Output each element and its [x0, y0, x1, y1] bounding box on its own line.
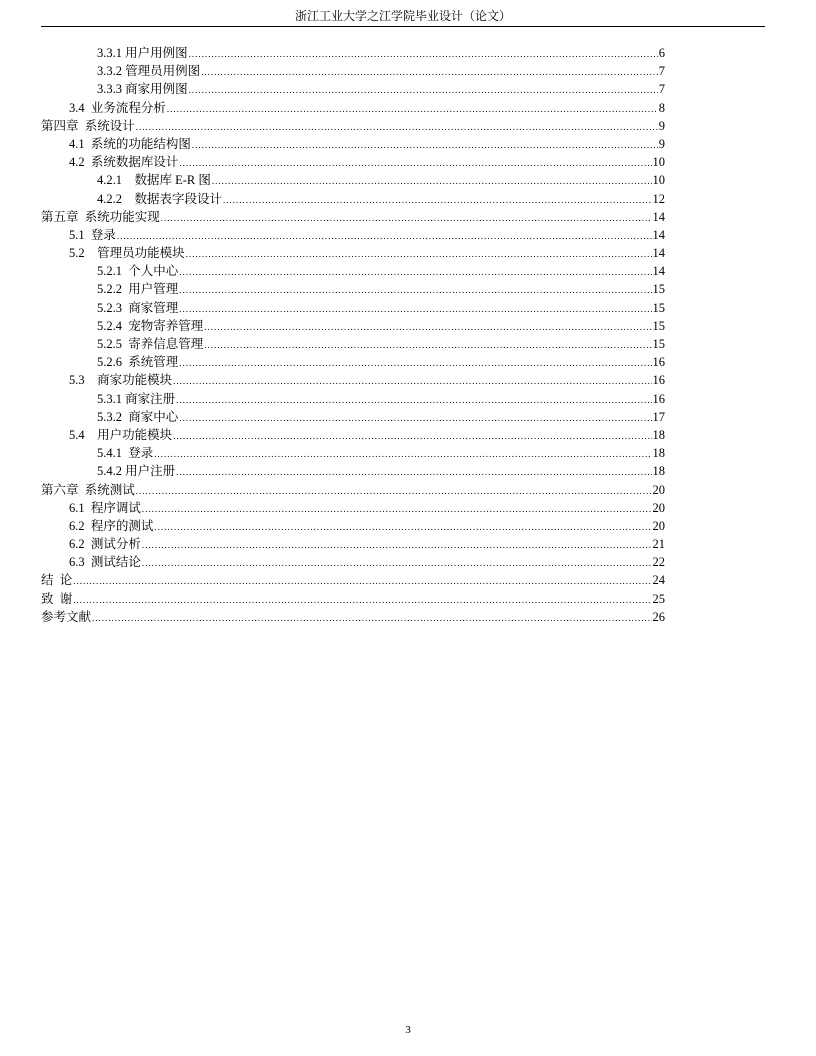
- toc-dot-leader: [154, 445, 651, 463]
- toc-entry-title: 5.3.1 商家注册: [97, 391, 176, 406]
- toc-entry-title: 3.4 业务流程分析: [69, 100, 166, 115]
- toc-entry[interactable]: [41, 44, 665, 62]
- toc-entry-page: 10: [652, 173, 665, 188]
- toc-dot-leader: [92, 609, 651, 627]
- toc-dot-leader: [192, 136, 658, 154]
- toc-entry-page: 6: [658, 46, 665, 60]
- toc-entry[interactable]: [41, 408, 665, 426]
- toc-entry[interactable]: [41, 280, 665, 298]
- toc-entry-title: 6.2 程序的测试: [69, 518, 154, 533]
- toc-entry-title: 5.4.2 用户注册: [97, 464, 176, 479]
- toc-entry-page: 18: [652, 446, 665, 461]
- toc-entry-page: 25: [652, 591, 665, 606]
- toc-entry[interactable]: [41, 171, 665, 189]
- toc-entry-page: 15: [652, 318, 665, 333]
- toc-entry[interactable]: [41, 208, 665, 226]
- toc-dot-leader: [176, 391, 651, 409]
- toc-dot-leader: [142, 554, 652, 572]
- toc-entry-title: 第五章 系统功能实现: [41, 209, 160, 224]
- toc-dot-leader: [179, 281, 651, 299]
- toc-entry[interactable]: [41, 99, 665, 117]
- toc-entry[interactable]: [41, 444, 665, 462]
- toc-entry[interactable]: [41, 571, 665, 589]
- toc-entry-page: 18: [652, 464, 665, 479]
- toc-entry[interactable]: [41, 80, 665, 98]
- toc-entry[interactable]: [41, 153, 665, 171]
- toc-entry-page: 20: [652, 482, 665, 497]
- toc-dot-leader: [142, 536, 652, 554]
- toc-entry-page: 17: [652, 409, 665, 424]
- toc-entry-title: 5.2.6 系统管理: [97, 355, 179, 370]
- toc-entry-title: 5.2.5 寄养信息管理: [97, 337, 204, 351]
- toc-entry[interactable]: [41, 117, 665, 135]
- toc-entry-page: 14: [652, 264, 665, 279]
- toc-dot-leader: [186, 245, 652, 263]
- toc-dot-leader: [201, 63, 658, 81]
- toc-dot-leader: [179, 409, 651, 427]
- toc-entry[interactable]: [41, 390, 665, 408]
- toc-entry[interactable]: [41, 462, 665, 480]
- toc-entry-page: 15: [652, 282, 665, 297]
- toc-entry-page: 7: [658, 82, 665, 97]
- toc-entry[interactable]: [41, 371, 665, 389]
- toc-entry-title: 5.3 商家功能模块: [69, 373, 173, 388]
- toc-dot-leader: [73, 572, 651, 590]
- toc-entry-page: 9: [658, 136, 665, 151]
- toc-entry-title: 4.1 系统的功能结构图: [69, 136, 191, 151]
- toc-entry[interactable]: [41, 481, 665, 499]
- toc-entry-title: 参考文献: [41, 609, 92, 624]
- toc-entry-title: 致 谢: [41, 591, 73, 606]
- toc-entry[interactable]: [41, 226, 665, 244]
- toc-dot-leader: [179, 354, 651, 372]
- page-number: 3: [405, 1024, 411, 1036]
- toc-entry-page: 9: [658, 118, 665, 133]
- toc-entry-title: 4.2 系统数据库设计: [69, 155, 179, 170]
- toc-entry-title: 6.2 测试分析: [69, 537, 141, 552]
- toc-entry[interactable]: [41, 135, 665, 153]
- toc-entry-page: 10: [652, 155, 665, 170]
- toc-entry-page: 8: [658, 100, 665, 115]
- toc-dot-leader: [189, 45, 658, 63]
- toc-dot-leader: [154, 518, 651, 536]
- toc-entry-page: 15: [652, 337, 665, 351]
- toc-entry[interactable]: [41, 262, 665, 280]
- toc-entry-page: 14: [652, 227, 665, 242]
- toc-dot-leader: [179, 263, 651, 281]
- toc-entry-page: 16: [652, 373, 665, 388]
- toc-dot-leader: [173, 427, 651, 445]
- toc-entry-page: 14: [652, 246, 665, 261]
- toc-dot-leader: [142, 500, 652, 518]
- toc-entry[interactable]: [41, 62, 665, 80]
- toc-entry-title: 6.3 测试结论: [69, 555, 141, 570]
- toc-entry[interactable]: [41, 517, 665, 535]
- toc-entry-title: 5.2.3 商家管理: [97, 300, 179, 315]
- toc-entry-title: 3.3.2 管理员用例图: [97, 64, 201, 79]
- toc-entry[interactable]: [41, 499, 665, 517]
- toc-entry-title: 5.2.2 用户管理: [97, 282, 179, 297]
- toc-entry[interactable]: [41, 590, 665, 608]
- toc-entry[interactable]: [41, 299, 665, 317]
- toc-dot-leader: [212, 172, 652, 190]
- toc-entry-title: 4.2.2 数据表字段设计: [97, 191, 223, 206]
- toc-entry-page: 26: [652, 609, 665, 624]
- toc-dot-leader: [173, 372, 651, 390]
- toc-entry[interactable]: [41, 553, 665, 571]
- toc-entry[interactable]: [41, 244, 665, 262]
- toc-dot-leader: [167, 100, 658, 118]
- toc-entry-page: 18: [652, 427, 665, 442]
- toc-entry-page: 22: [652, 555, 665, 570]
- toc-entry[interactable]: [41, 426, 665, 444]
- toc-entry-title: 第六章 系统测试: [41, 482, 135, 497]
- toc-entry-title: 5.3.2 商家中心: [97, 409, 179, 424]
- toc-entry-page: 12: [652, 191, 665, 206]
- toc-entry[interactable]: [41, 335, 665, 353]
- toc-entry-title: 第四章 系统设计: [41, 118, 135, 133]
- toc-dot-leader: [179, 300, 651, 318]
- toc-entry-title: 6.1 程序调试: [69, 500, 141, 515]
- toc-entry-page: 20: [652, 518, 665, 533]
- toc-entry-title: 5.2.1 个人中心: [97, 264, 179, 279]
- toc-dot-leader: [117, 227, 652, 245]
- toc-dot-leader: [204, 336, 651, 354]
- toc-entry-title: 5.4.1 登录: [97, 446, 154, 461]
- toc-dot-leader: [223, 191, 651, 209]
- toc-entry-page: 21: [652, 537, 665, 552]
- toc-dot-leader: [204, 318, 651, 336]
- toc-dot-leader: [136, 118, 658, 136]
- toc-dot-leader: [136, 482, 652, 500]
- toc-entry[interactable]: [41, 317, 665, 335]
- toc-entry-title: 结 论: [41, 573, 73, 588]
- toc-dot-leader: [161, 209, 652, 227]
- table-of-contents: [41, 44, 665, 626]
- toc-entry-page: 24: [652, 573, 665, 588]
- toc-entry-page: 15: [652, 300, 665, 315]
- toc-entry-page: 16: [652, 391, 665, 406]
- toc-entry-page: 7: [658, 64, 665, 79]
- toc-entry-title: 5.1 登录: [69, 227, 116, 242]
- toc-dot-leader: [176, 463, 651, 481]
- toc-entry-title: 3.3.3 商家用例图: [97, 82, 188, 97]
- toc-entry-title: 5.2.4 宠物寄养管理: [97, 318, 204, 333]
- toc-entry[interactable]: [41, 608, 665, 626]
- toc-dot-leader: [189, 81, 658, 99]
- toc-entry[interactable]: [41, 353, 665, 371]
- toc-entry-title: 5.2 管理员功能模块: [69, 246, 185, 261]
- toc-dot-leader: [73, 591, 651, 609]
- toc-entry-page: 14: [652, 209, 665, 224]
- toc-entry[interactable]: [41, 535, 665, 553]
- toc-entry-title: 4.2.1 数据库 E-R 图: [97, 173, 211, 188]
- toc-entry-title: 3.3.1 用户用例图: [97, 46, 188, 60]
- toc-entry[interactable]: [41, 190, 665, 208]
- toc-dot-leader: [179, 154, 651, 172]
- toc-entry-page: 20: [652, 500, 665, 515]
- toc-entry-page: 16: [652, 355, 665, 370]
- page-header: 浙江工业大学之江学院毕业设计（论文）: [41, 8, 765, 27]
- toc-entry-title: 5.4 用户功能模块: [69, 427, 173, 442]
